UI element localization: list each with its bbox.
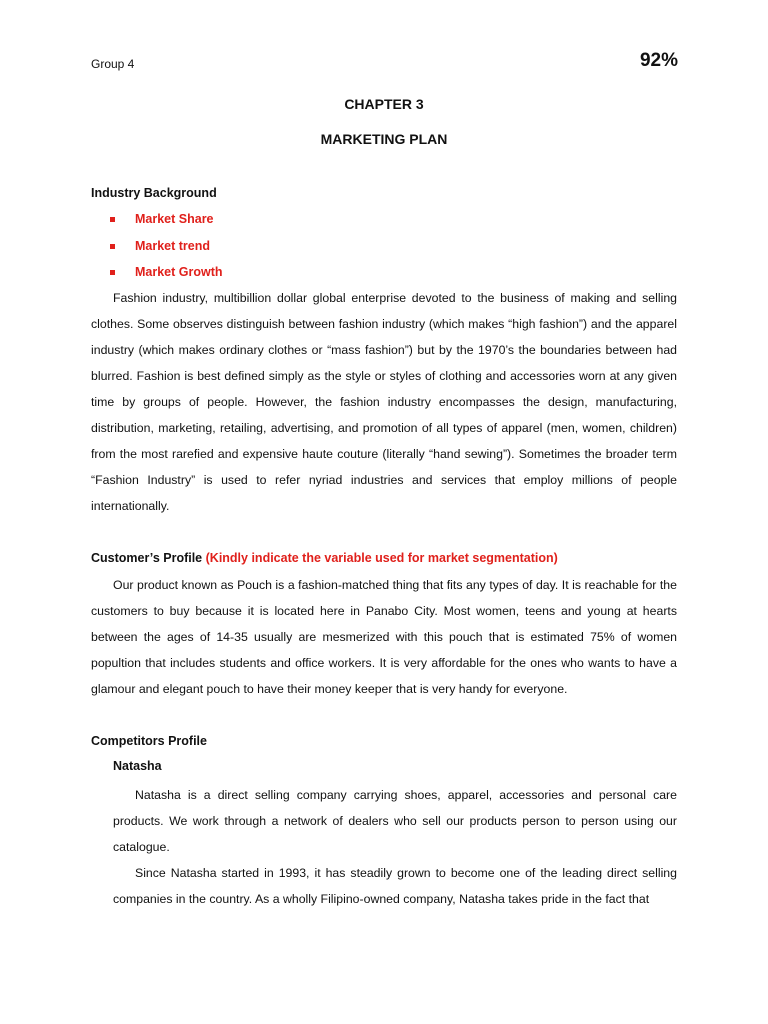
chapter-title: MARKETING PLAN [320, 131, 448, 147]
bullet-label: Market Growth [135, 265, 223, 279]
square-bullet-icon [110, 270, 115, 275]
customer-profile-title: Customer’s Profile [91, 551, 203, 565]
competitor-name: Natasha [113, 759, 162, 773]
bullet-label: Market Share [135, 212, 214, 226]
square-bullet-icon [110, 217, 115, 222]
customer-paragraph: Our product known as Pouch is a fashion-matched thing that fits any types of day. It is reachable for the customers to buy because it is located here in Panabo City. Most women, teens and young at hearts between the ages of 14-35 usually are mesmerized with this pouch that is estimated 75% of women popultion that includes students and office workers. It is very affordable for the ones who wants to have a glamour and elegant pouch to have their money keeper that is very handy for everyone. [91, 578, 677, 696]
list-item [110, 212, 223, 239]
industry-paragraph: Fashion industry, multibillion dollar global enterprise devoted to the business of making and selling clothes. Some observes distinguish between fashion industry (which makes “high fashion”) and the apparel industry (which makes ordinary clothes or “mass fashion”) but by the 1970’s the boundaries between had blurred. Fashion is best defined simply as the style or styles of clothing and accessories worn at any given time by groups of people. However, the fashion industry encompasses the design, manufacturing, distribution, marketing, retailing, advertising, and promotion of all types of apparel (men, women, children) from the most rarefied and expensive haute couture (literally “hand sewing”). Sometimes the broader term “Fashion Industry” is used to refer nyriad industries and services that employ millions of people internationally. [91, 291, 677, 513]
score-label: 92% [639, 50, 678, 71]
competitors-profile-heading: Competitors Profile [91, 734, 207, 748]
competitor-paragraph-1: Natasha is a direct selling company carrying shoes, apparel, accessories and personal care products. We work through a network of dealers who sell our products person to person using our catalogue. [113, 788, 677, 854]
chapter-number: CHAPTER 3 [344, 96, 424, 112]
square-bullet-icon [110, 244, 115, 249]
competitor-paragraph-2: Since Natasha started in 1993, it has steadily grown to become one of the leading direct selling companies in the country. As a wholly Filipino-owned company, Natasha takes pride in the fact that [113, 866, 677, 906]
industry-background-heading: Industry Background [91, 186, 217, 200]
segmentation-note: (Kindly indicate the variable used for market segmentation) [205, 551, 558, 565]
customer-profile-heading [91, 551, 558, 565]
group-label: Group 4 [91, 57, 135, 71]
bullet-label: Market trend [135, 238, 211, 253]
list-item [110, 239, 223, 266]
industry-bullet-list [110, 212, 223, 292]
